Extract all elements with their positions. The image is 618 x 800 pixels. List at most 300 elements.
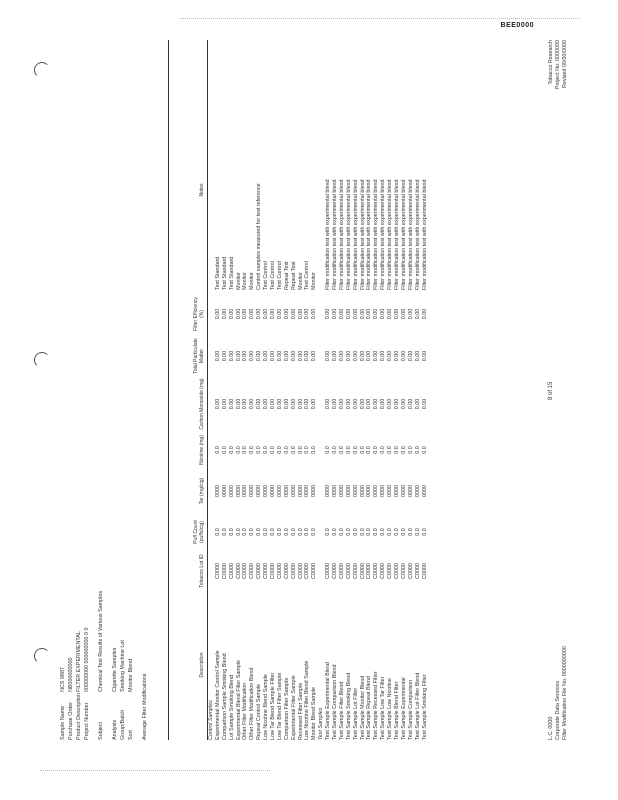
table-cell: 0000: [352, 485, 359, 497]
rotated-document: [60, 40, 580, 740]
table-cell: C0000: [366, 563, 373, 579]
table-cell: Test Control: [304, 261, 311, 290]
table-cell: 0.0: [373, 528, 380, 536]
table-cell: 0.00: [366, 308, 373, 320]
table-cell: 0.00: [414, 398, 421, 410]
table-row: [277, 40, 284, 740]
table-cell: 0.00: [394, 350, 401, 362]
table-cell: 0.0: [249, 528, 256, 536]
table-cell: Low Tar Blend Filter Sample: [276, 672, 283, 740]
header-field: Sort Monitor Blend: [128, 658, 134, 740]
table-cell: 0.00: [263, 398, 270, 410]
table-cell: 0000: [228, 485, 235, 497]
table-cell: 0.00: [228, 308, 235, 320]
table-cell: 0.00: [380, 398, 387, 410]
table-cell: C0000: [221, 563, 228, 579]
table-cell: 0.0: [270, 528, 277, 536]
table-cell: C0000: [235, 563, 242, 579]
table-cell: C0000: [214, 563, 221, 579]
table-cell: 0.00: [380, 308, 387, 320]
table-cell: 0000: [235, 485, 242, 497]
table-cell: C0000: [414, 563, 421, 579]
table-cell: Experimental Blend Filter Sample: [235, 660, 242, 740]
table-cell: 0.0: [359, 446, 366, 454]
table-cell: 0.0: [214, 446, 221, 454]
table-cell: C0000: [359, 563, 366, 579]
table-cell: 0.00: [221, 308, 228, 320]
table-row: [222, 40, 229, 740]
table-cell: 0.00: [366, 350, 373, 362]
table-cell: 0.00: [407, 308, 414, 320]
table-cell: 0000: [380, 485, 387, 497]
table-cell: C0000: [394, 563, 401, 579]
table-row: [242, 40, 249, 740]
table-cell: Repeat Test: [283, 261, 290, 290]
table-cell: Low Nicotine Blend Sample: [263, 674, 270, 740]
table-cell: 0.0: [359, 528, 366, 536]
table-cell: 0.00: [276, 398, 283, 410]
table-cell: 0.0: [304, 446, 311, 454]
table-cell: 0000: [283, 485, 290, 497]
table-body: [208, 40, 429, 740]
table-cell: 0.00: [304, 398, 311, 410]
footer-line: Corporate Data Services: [555, 680, 561, 740]
table-cell: 0000: [276, 485, 283, 497]
table-cell: C0000: [228, 563, 235, 579]
table-cell: C0000: [242, 563, 249, 579]
table-cell: 0.00: [263, 308, 270, 320]
table-cell: 0000: [270, 485, 277, 497]
table-cell: Filter modification test with experimental blend: [387, 179, 394, 290]
table-cell: Test Standard: [221, 256, 228, 290]
table-cell: 0.00: [304, 308, 311, 320]
table-cell: 0.0: [221, 528, 228, 536]
table-row: [353, 40, 360, 740]
page-number: 8 of 15: [548, 381, 554, 400]
table-cell: 0.00: [373, 350, 380, 362]
table-row: [229, 40, 236, 740]
table-cell: 0.00: [249, 350, 256, 362]
table-cell: Test Control: [263, 261, 270, 290]
table-cell: 0.00: [338, 398, 345, 410]
column-header: Puff Count (puffs/cig): [193, 520, 205, 544]
table-cell: 0.0: [228, 528, 235, 536]
table-cell: C0000: [345, 563, 352, 579]
table-cell: Test Sample Recessed Filter: [373, 671, 380, 740]
table-cell: 0.00: [249, 398, 256, 410]
table-cell: Filter modification test with experimental blend: [394, 179, 401, 290]
table-row: [291, 40, 298, 740]
table-row: [270, 40, 277, 740]
footer-block: [548, 560, 569, 740]
table-cell: 0.00: [359, 308, 366, 320]
table-cell: 0.0: [338, 528, 345, 536]
table-cell: Test Sample Repeat Blend: [366, 676, 373, 740]
footer-line: Filter Modification File No. 0000000000: [562, 646, 568, 740]
table-cell: 0.0: [263, 446, 270, 454]
table-cell: Other Filter Modification Blend: [249, 667, 256, 740]
table-cell: C0000: [297, 563, 304, 579]
table-cell: 0.00: [276, 350, 283, 362]
table-cell: 0.0: [297, 528, 304, 536]
table-cell: 0.0: [387, 446, 394, 454]
table-cell: 0000: [421, 485, 428, 497]
table-cell: Monitor: [242, 272, 249, 290]
table-cell: C0000: [332, 563, 339, 579]
footer-line: L.C. 0000: [548, 716, 554, 740]
table-cell: 0.00: [345, 308, 352, 320]
table-cell: 0.00: [249, 308, 256, 320]
table-cell: Experimental Monitor Control Sample: [214, 650, 221, 740]
table-cell: 0.00: [256, 398, 263, 410]
table-cell: 0.00: [380, 350, 387, 362]
table-cell: Filter modification test with experimental blend: [352, 179, 359, 290]
table-cell: 0.00: [332, 308, 339, 320]
table-cell: 0.0: [338, 446, 345, 454]
table-cell: 0.00: [311, 398, 318, 410]
table-cell: Test Sample Lot Filter Blend: [414, 672, 421, 740]
table-cell: 0.00: [407, 350, 414, 362]
table-cell: 0.0: [290, 528, 297, 536]
table-cell: 0.00: [221, 350, 228, 362]
table-cell: 0.00: [414, 350, 421, 362]
table-cell: 0.00: [290, 308, 297, 320]
table-cell: Test Sample Smoking Blend: [345, 672, 352, 740]
table-cell: 0.00: [256, 350, 263, 362]
table-cell: 0.0: [270, 446, 277, 454]
table-row: [256, 40, 263, 740]
table-cell: 0.00: [297, 308, 304, 320]
group-header: Test Samples: [318, 707, 325, 740]
table-row: [360, 40, 367, 740]
table-row: [380, 40, 387, 740]
table-cell: 0.00: [270, 350, 277, 362]
table-cell: Repeat Control Sample: [256, 683, 263, 740]
table-cell: Monitor: [297, 272, 304, 290]
table-caption: Average Filter Modifications: [142, 673, 148, 740]
table-cell: 0.0: [276, 528, 283, 536]
table-cell: 0.0: [414, 446, 421, 454]
table-cell: C0000: [421, 563, 428, 579]
table-cell: C0000: [276, 563, 283, 579]
table-cell: C0000: [407, 563, 414, 579]
header-subject: Subject Chemical Test Results of Various Samples: [98, 590, 104, 740]
table-cell: C0000: [373, 563, 380, 579]
table-cell: Filter modification test with experimental blend: [407, 179, 414, 290]
table-cell: 0.00: [325, 398, 332, 410]
table-cell: C0000: [380, 563, 387, 579]
table-cell: Test Sample Low Nicotine: [387, 677, 394, 740]
table-cell: 0000: [345, 485, 352, 497]
table-cell: Filter modification test with experimental blend: [366, 179, 373, 290]
table-cell: 0.00: [214, 350, 221, 362]
table-row: [249, 40, 256, 740]
table-cell: Test Control: [276, 261, 283, 290]
table-cell: 0.0: [249, 446, 256, 454]
table-row: [415, 40, 422, 740]
table-cell: 0.00: [400, 350, 407, 362]
table-cell: Filter modification test with experimental blend: [373, 179, 380, 290]
table-cell: 0.00: [325, 350, 332, 362]
table-cell: 0.00: [297, 350, 304, 362]
table-row: [304, 40, 311, 740]
table-cell: Comparison Sample Smoking Blend: [221, 653, 228, 740]
table-cell: Lot Sample Smoking Blend: [228, 674, 235, 740]
table-row: [298, 40, 305, 740]
table-cell: 0.00: [242, 398, 249, 410]
table-cell: 0.0: [311, 446, 318, 454]
table-cell: 0.00: [400, 398, 407, 410]
table-cell: 0.0: [373, 446, 380, 454]
table-cell: 0.00: [373, 398, 380, 410]
table-row: [366, 40, 373, 740]
header-field: Purchase Order NB000000000: [68, 657, 74, 740]
table-cell: Test Standard: [228, 256, 235, 290]
table-cell: Filter modification test with experimental blend: [325, 179, 332, 290]
table-cell: 0.00: [242, 308, 249, 320]
table-cell: 0.00: [283, 398, 290, 410]
table-cell: 0.00: [345, 350, 352, 362]
header-field: Product Description FILTER EXPERIMENTAL: [76, 631, 82, 740]
table-cell: Monitor: [311, 272, 318, 290]
table-row: [394, 40, 401, 740]
table-cell: 0.0: [345, 528, 352, 536]
table-cell: Test Sample Filter Blend: [338, 681, 345, 740]
table-cell: 0.00: [256, 308, 263, 320]
table-cell: 0.00: [214, 398, 221, 410]
table-cell: 0.0: [325, 446, 332, 454]
table-row: [263, 40, 270, 740]
table-cell: 0.00: [345, 398, 352, 410]
table-cell: 0.00: [235, 350, 242, 362]
table-cell: 0000: [249, 485, 256, 497]
table-cell: 0.0: [332, 528, 339, 536]
table-cell: 0.00: [235, 398, 242, 410]
table-row: [408, 40, 415, 740]
table-row: [332, 40, 339, 740]
table-cell: 0000: [366, 485, 373, 497]
table-cell: C0000: [283, 563, 290, 579]
table-cell: 0.00: [387, 398, 394, 410]
table-cell: 0.00: [421, 308, 428, 320]
table-cell: 0.00: [394, 308, 401, 320]
table-cell: 0.0: [276, 446, 283, 454]
table-cell: Test Sample Low Tar Filter: [380, 676, 387, 740]
table-cell: 0000: [263, 485, 270, 497]
table-cell: C0000: [325, 563, 332, 579]
table-cell: Test Sample Experimental Blend: [325, 662, 332, 740]
table-row: [373, 40, 380, 740]
table-cell: 0.00: [297, 398, 304, 410]
table-row: [236, 40, 243, 740]
table-cell: C0000: [249, 563, 256, 579]
column-header: Carbon Monoxide (mg): [199, 378, 205, 430]
table-cell: 0000: [332, 485, 339, 497]
table-cell: 0000: [242, 485, 249, 497]
table-cell: 0.00: [407, 398, 414, 410]
table-cell: Test Sample Comparison Blend: [332, 664, 339, 740]
table-cell: Filter modification test with experimental blend: [421, 179, 428, 290]
table-cell: 0.00: [228, 350, 235, 362]
table-cell: C0000: [338, 563, 345, 579]
table-cell: C0000: [400, 563, 407, 579]
header-field: Analysis Cigarette Samples: [112, 647, 118, 740]
table-cell: 0000: [304, 485, 311, 497]
table-cell: 0.00: [394, 398, 401, 410]
table-cell: Filter modification test with experimental blend: [338, 179, 345, 290]
table-cell: 0.0: [414, 528, 421, 536]
table-cell: Test Sample Experimental: [400, 677, 407, 740]
table-cell: Test Sample Smoking Filter: [421, 674, 428, 740]
table-cell: 0000: [290, 485, 297, 497]
scan-artifact-top: [180, 18, 580, 19]
table-cell: 0.0: [380, 446, 387, 454]
table-cell: 0.0: [421, 528, 428, 536]
table-cell: 0.0: [400, 446, 407, 454]
table-cell: Repeat Test: [290, 261, 297, 290]
table-cell: 0.0: [256, 446, 263, 454]
table-cell: 0.00: [228, 398, 235, 410]
table-cell: 0000: [325, 485, 332, 497]
table-cell: Filter modification test with experimental blend: [359, 179, 366, 290]
table-cell: 0.00: [221, 398, 228, 410]
table-cell: Filter modification test with experimental blend: [414, 179, 421, 290]
table-cell: Test Sample Lot Filter: [352, 687, 359, 740]
table-row: [387, 40, 394, 740]
column-header: Notes: [199, 183, 205, 197]
table-cell: 0.0: [407, 528, 414, 536]
table-row: [422, 40, 429, 740]
column-header: Total Particulate Matter: [193, 338, 205, 374]
table-cell: 0000: [311, 485, 318, 497]
table-cell: Test Sample Monitor Blend: [359, 675, 366, 740]
table-cell: 0.0: [283, 528, 290, 536]
table-cell: 0.0: [421, 446, 428, 454]
table-cell: 0.00: [387, 308, 394, 320]
table-cell: 0.00: [276, 308, 283, 320]
table-row: [215, 40, 222, 740]
table-cell: 0.0: [290, 446, 297, 454]
table-cell: 0.0: [407, 446, 414, 454]
table-cell: 0.00: [387, 350, 394, 362]
table-cell: Test Sample Comparison: [407, 679, 414, 740]
table-cell: 0.0: [263, 528, 270, 536]
table-cell: C0000: [311, 563, 318, 579]
table-cell: 0.00: [373, 308, 380, 320]
table-cell: 0000: [394, 485, 401, 497]
table-cell: 0.0: [256, 528, 263, 536]
table-cell: 0.0: [352, 446, 359, 454]
table-cell: 0.0: [352, 528, 359, 536]
table-cell: 0000: [387, 485, 394, 497]
table-cell: C0000: [352, 563, 359, 579]
table-cell: 0.0: [311, 528, 318, 536]
table-cell: 0.0: [297, 446, 304, 454]
table-cell: 0.00: [332, 398, 339, 410]
table-cell: 0000: [221, 485, 228, 497]
table-cell: Low Tar Blend Sample Filter: [270, 672, 277, 740]
table-cell: C0000: [290, 563, 297, 579]
table-cell: 0.00: [332, 350, 339, 362]
table-cell: 0.00: [270, 398, 277, 410]
table-cell: 0.00: [304, 350, 311, 362]
table-cell: Recessed Filter Sample: [297, 682, 304, 740]
table-cell: 0.0: [228, 446, 235, 454]
table-cell: 0.00: [311, 350, 318, 362]
table-cell: Test Sample Blend Filter: [394, 681, 401, 740]
table-cell: 0.00: [366, 398, 373, 410]
table-row: [401, 40, 408, 740]
table-cell: Filter modification test with experimental blend: [345, 179, 352, 290]
table-cell: 0.00: [235, 308, 242, 320]
table-cell: 0.0: [380, 528, 387, 536]
table-cell: 0.00: [352, 398, 359, 410]
table-row: [311, 40, 318, 740]
table-cell: 0.00: [283, 308, 290, 320]
header-field: Group/Batch Smoking Machine Lot: [120, 640, 126, 740]
table-cell: 0.00: [400, 308, 407, 320]
stamp-block: [548, 40, 569, 180]
table-cell: Comparison Filter Sample: [283, 677, 290, 740]
table-cell: 0000: [256, 485, 263, 497]
table-cell: C0000: [270, 563, 277, 579]
table-cell: Monitor Blend Sample: [311, 686, 318, 740]
fax-id: BEE0000: [500, 22, 534, 29]
table-cell: Filter modification test with experimental blend: [380, 179, 387, 290]
table-cell: 0.0: [283, 446, 290, 454]
table-cell: 0.0: [394, 446, 401, 454]
table-cell: 0.00: [214, 308, 221, 320]
table-cell: 0000: [373, 485, 380, 497]
document-header: [60, 40, 150, 740]
table-cell: 0.0: [332, 446, 339, 454]
table-cell: 0000: [359, 485, 366, 497]
table-cell: 0.0: [394, 528, 401, 536]
table-cell: 0.00: [414, 308, 421, 320]
table-cell: 0.00: [311, 308, 318, 320]
table-cell: 0.00: [352, 350, 359, 362]
table-cell: Monitor: [249, 272, 256, 290]
punch-hole-top: [34, 62, 50, 78]
column-header: Description: [199, 652, 205, 678]
table-cell: 0000: [338, 485, 345, 497]
column-header: Tobacco Lot ID: [199, 554, 205, 588]
column-header: Nicotine (mg): [199, 435, 205, 465]
table-cell: 0.00: [325, 308, 332, 320]
table-cell: Test Standard: [214, 256, 221, 290]
table-cell: 0.0: [214, 528, 221, 536]
punch-hole-bottom: [34, 648, 50, 664]
table-cell: 0.00: [338, 350, 345, 362]
table-cell: 0.0: [242, 446, 249, 454]
table-cell: 0.00: [290, 398, 297, 410]
table-cell: 0.0: [221, 446, 228, 454]
table-cell: 0000: [407, 485, 414, 497]
stamp-line: Revised 00/00/0000: [562, 40, 568, 88]
table-cell: Control samples measured for test reference: [256, 183, 263, 290]
table-cell: 0.0: [345, 446, 352, 454]
stamp-line: Project No. 0000000: [555, 40, 561, 90]
table-cell: 0000: [414, 485, 421, 497]
table-cell: 0.00: [242, 350, 249, 362]
table-cell: 0.0: [242, 528, 249, 536]
table-cell: 0.00: [421, 350, 428, 362]
table-cell: 0.0: [400, 528, 407, 536]
table-cell: 0000: [214, 485, 221, 497]
table-cell: 0.0: [235, 528, 242, 536]
table-cell: 0.0: [325, 528, 332, 536]
table-cell: 0.0: [366, 528, 373, 536]
